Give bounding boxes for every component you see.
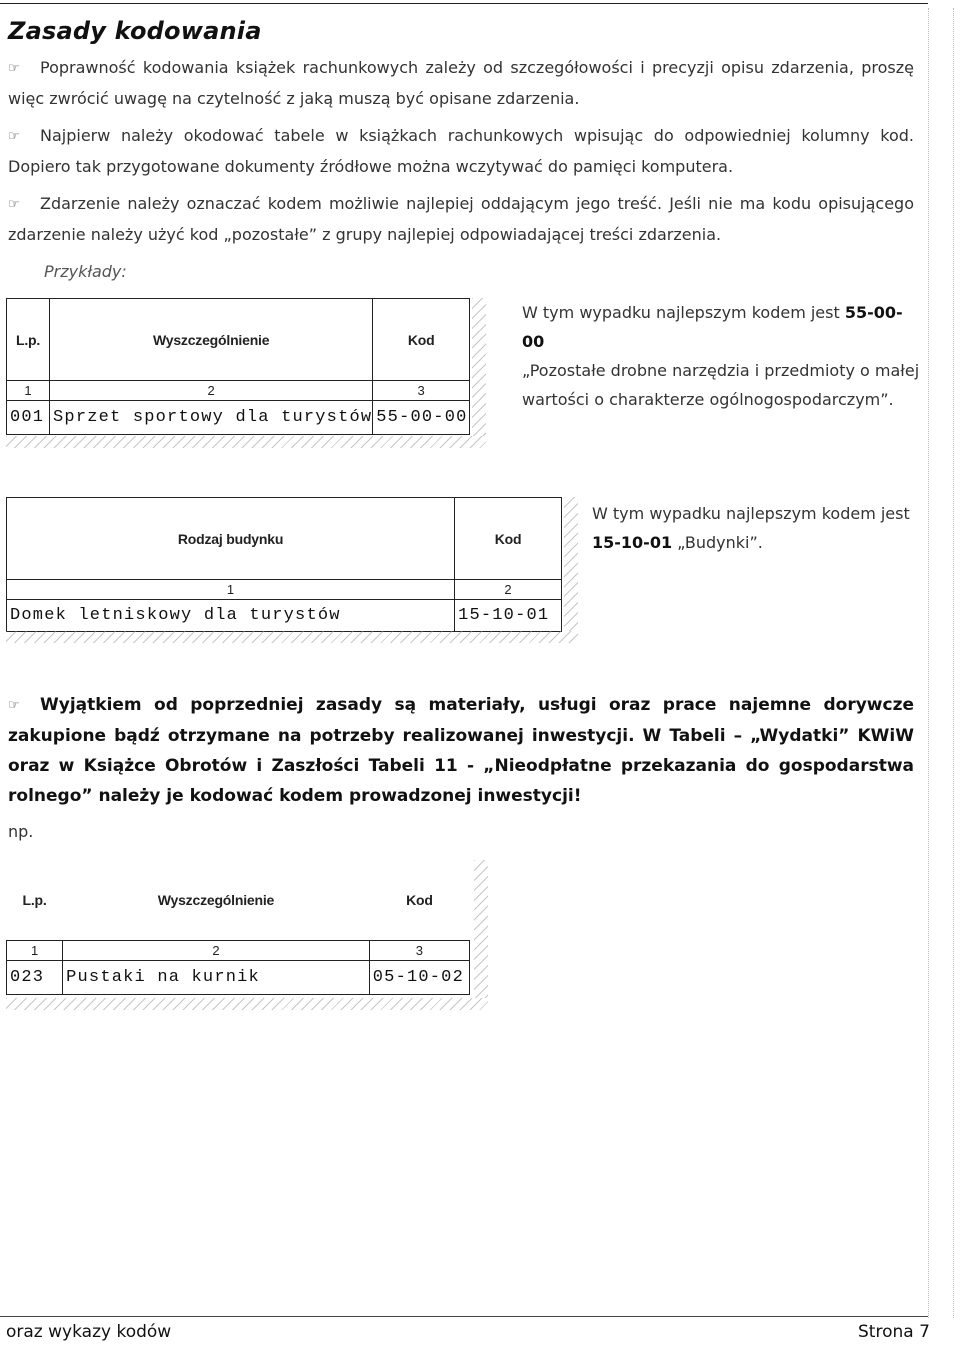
row-description: Pustaki na kurnik bbox=[63, 960, 370, 994]
header-description: Wyszczególnienie bbox=[157, 891, 275, 908]
pointing-hand-icon: ☞ bbox=[8, 197, 20, 212]
footer-left: oraz wykazy kodów bbox=[6, 1322, 172, 1342]
row-lp: 001 bbox=[7, 401, 50, 435]
column-number: 3 bbox=[369, 940, 469, 960]
column-number: 2 bbox=[455, 580, 562, 600]
table-2-shadow-right bbox=[564, 497, 578, 631]
table-1-shadow-bottom bbox=[6, 436, 486, 448]
examples-label: Przykłady: bbox=[44, 262, 127, 281]
row-description: Domek letniskowy dla turystów bbox=[7, 600, 455, 632]
table-3-shadow-right bbox=[474, 860, 488, 998]
table-1-shadow-right bbox=[472, 298, 486, 436]
rule-1-text: Poprawność kodowania książek rachunkowych zależy od szczegółowości i precyzji opisu zdarzenia, proszę więc zwrócić uwagę na czytelność z jaką muszą być opisane zdarzenia. bbox=[8, 58, 914, 108]
note-1: W tym wypadku najlepszym kodem jest 55-00-00 „Pozostałe drobne narzędzia i przedmioty o małej wartości o charakterze ogólnogospodarczym”. bbox=[522, 303, 920, 409]
header-lp: L.p. bbox=[7, 299, 50, 381]
note-1-code: 55-00-00 bbox=[522, 303, 903, 351]
footer-rule bbox=[0, 1316, 928, 1317]
page-number: Strona 7 bbox=[858, 1322, 930, 1342]
rule-2 bbox=[8, 121, 914, 182]
example-table-1 bbox=[6, 298, 470, 435]
column-number: 1 bbox=[7, 940, 63, 960]
header-code: Kod bbox=[406, 891, 433, 908]
rule-4-text: Wyjątkiem od poprzedniej zasady są materiały, usługi oraz prace najemne dorywcze zakupione bądź otrzymane na potrzeby realizowanej inwestycji. W Tabeli – „Wydatki” KWiW oraz w Książce Obrotów i Zaszłości Tabeli 11 - „Nieodpłatne przekazania do gospodarstwa rolnego” należy je kodować kodem prowadzonej inwestycji! bbox=[8, 695, 914, 806]
row-code: 15-10-01 bbox=[455, 600, 562, 632]
rule-3-text: Zdarzenie należy oznaczać kodem możliwie najlepiej oddającym jego treść. Jeśli nie ma kodu opisującego zdarzenie należy użyć kod „pozostałe” z grupy najlepiej odpowiadającej treści zdarzenia. bbox=[8, 194, 914, 244]
row-code: 55-00-00 bbox=[373, 401, 470, 435]
header-rule bbox=[0, 3, 928, 4]
pointing-hand-icon: ☞ bbox=[8, 698, 20, 713]
note-2: W tym wypadku najlepszym kodem jest 15-10-01 „Budynki”. bbox=[592, 504, 910, 552]
column-number: 2 bbox=[63, 940, 370, 960]
example-table-2 bbox=[6, 497, 562, 632]
note-1-text: „Pozostałe drobne narzędzia i przedmioty o małej wartości o charakterze ogólnogospodarczym”. bbox=[522, 361, 920, 409]
table-2-shadow-bottom bbox=[6, 631, 578, 643]
rule-1 bbox=[8, 53, 914, 114]
rule-2-text: Najpierw należy okodować tabele w książkach rachunkowych wpisując do odpowiedniej kolumny kod. Dopiero tak przygotowane dokumenty źródłowe można wczytywać do pamięci komputera. bbox=[8, 126, 914, 176]
header-building-type: Rodzaj budynku bbox=[7, 498, 455, 580]
rule-4 bbox=[8, 690, 914, 811]
pointing-hand-icon: ☞ bbox=[8, 61, 20, 76]
row-description: Sprzet sportowy dla turystów bbox=[50, 401, 373, 435]
column-number: 1 bbox=[7, 580, 455, 600]
example-table-3 bbox=[6, 860, 470, 995]
header-code: Kod bbox=[373, 299, 470, 381]
column-number: 1 bbox=[7, 381, 50, 401]
column-number: 2 bbox=[50, 381, 373, 401]
header-description: Wyszczególnienie bbox=[50, 299, 373, 381]
np-label: np. bbox=[8, 822, 34, 841]
table-3-shadow-bottom bbox=[6, 998, 488, 1010]
row-lp: 023 bbox=[7, 960, 63, 994]
header-lp: L.p. bbox=[22, 891, 47, 908]
row-code: 05-10-02 bbox=[369, 960, 469, 994]
note-2-code: 15-10-01 bbox=[592, 533, 673, 552]
column-number: 3 bbox=[373, 381, 470, 401]
header-code: Kod bbox=[455, 498, 562, 580]
rule-3 bbox=[8, 189, 914, 250]
page-edge-decoration bbox=[928, 8, 954, 1318]
page-heading: Zasady kodowania bbox=[8, 17, 262, 45]
pointing-hand-icon: ☞ bbox=[8, 129, 20, 144]
